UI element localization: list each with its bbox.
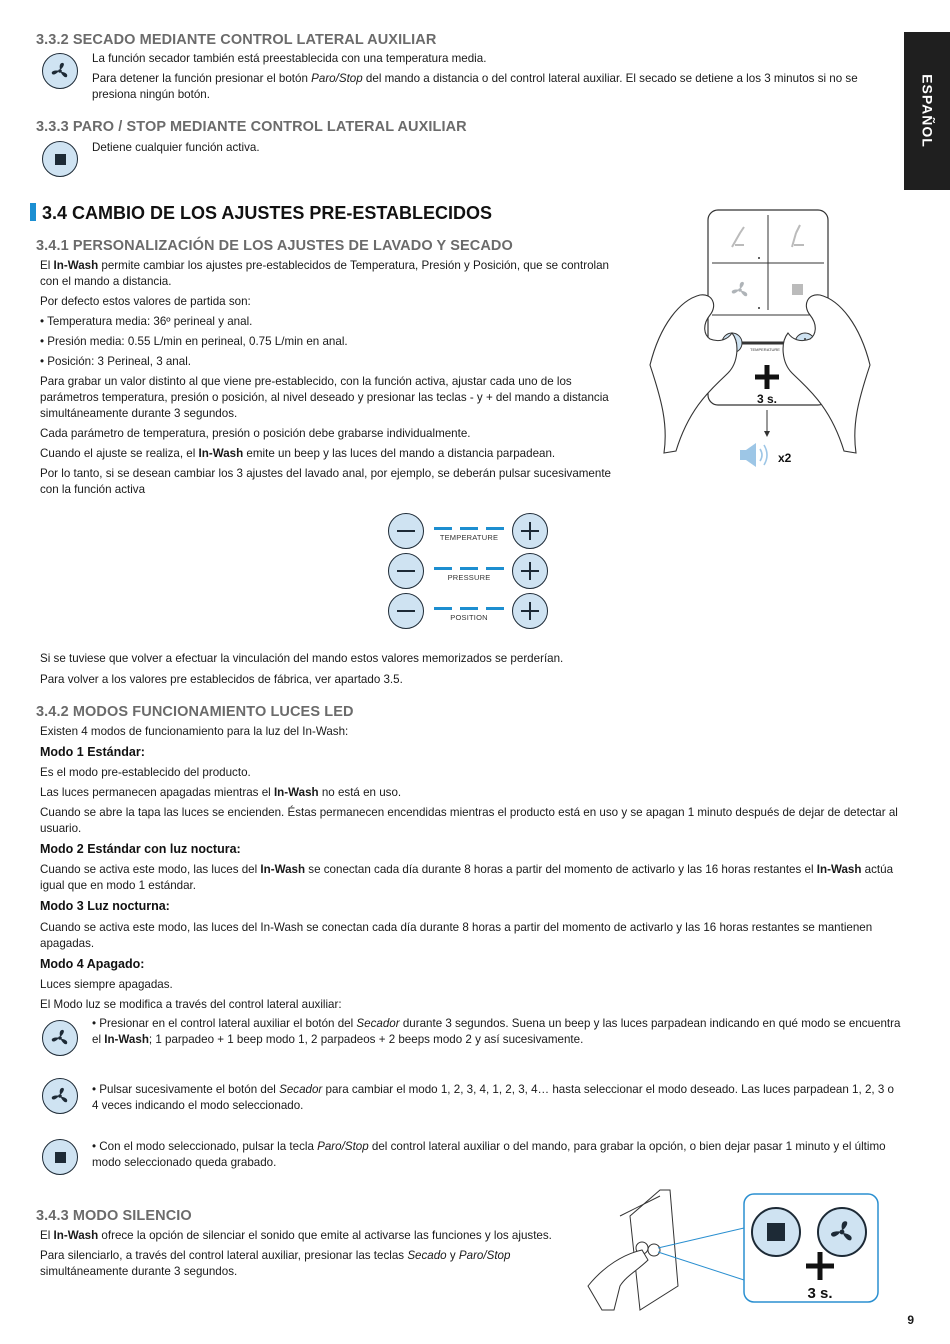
- stop-icon: [792, 284, 803, 295]
- paragraph: Es el modo pre-establecido del producto.: [40, 766, 251, 780]
- bullet: • Posición: 3 Perineal, 3 anal.: [40, 354, 192, 368]
- section-3-3-2-body: [92, 51, 902, 103]
- paragraph: Si se tuviese que volver a efectuar la vinculación del mando estos valores memorizados se perderían.: [40, 652, 564, 665]
- control-row: [386, 592, 552, 630]
- mode-1-title: Modo 1 Estándar:: [40, 744, 145, 759]
- paragraph: Cuando el ajuste se realiza, el In-Wash emite un beep y las luces del mando a distancia parpadean.: [40, 446, 556, 460]
- fan-button-icon: [42, 53, 78, 89]
- language-tab-label: ESPAÑOL: [919, 74, 936, 148]
- bullet: • Temperatura media: 36º perineal y anal.: [40, 314, 253, 328]
- section-3-4-2-title: 3.4.2 MODOS FUNCIONAMIENTO LUCES LED: [36, 704, 354, 720]
- control-label: POSITION: [450, 613, 488, 622]
- plus-button: [512, 593, 548, 629]
- plus-button: [512, 513, 548, 549]
- paragraph: Cada parámetro de temperatura, presión o posición debe grabarse individualmente.: [40, 426, 471, 440]
- section-3-4-3-body: [40, 1228, 570, 1280]
- plus-button: [512, 553, 548, 589]
- fan-button-icon: [42, 1078, 78, 1114]
- page-number: 9: [907, 1313, 914, 1327]
- section-3-4-1-footer: [40, 651, 900, 688]
- paragraph: El Modo luz se modifica a través del control lateral auxiliar:: [40, 997, 342, 1011]
- minus-button: [388, 553, 424, 589]
- paragraph: El In-Wash ofrece la opción de silenciar el sonido que emite al activarse las funciones y los ajustes.: [40, 1229, 552, 1242]
- section-3-4-2-body: [40, 724, 902, 1013]
- hold-time: 3 s.: [756, 392, 778, 406]
- language-tab: [904, 32, 950, 190]
- fan-button-icon: [42, 1020, 78, 1056]
- control-label: TEMPERATURE: [439, 533, 499, 542]
- level-dashes: [434, 607, 504, 610]
- remote-control-figure: [640, 205, 880, 475]
- section-3-4-3-title: 3.4.3 MODO SILENCIO: [36, 1208, 192, 1224]
- minus-button: [388, 513, 424, 549]
- bullet: • Presión media: 0.55 L/min en perineal, 0.75 L/min en anal.: [40, 334, 348, 348]
- paragraph: Para detener la función presionar el botón Paro/Stop del mando a distancia o del control lateral auxiliar. El secado se detiene a los 3 minutos si no se presiona ningún botón.: [92, 71, 858, 101]
- paragraph: Las luces permanecen apagadas mientras el In-Wash no está en uso.: [40, 786, 402, 800]
- paragraph: Detiene cualquier función activa.: [92, 141, 260, 154]
- paragraph: El In-Wash permite cambiar los ajustes pre-establecidos de Temperatura, Presión y Posición, que se controlan con el mando a distancia.: [40, 259, 610, 288]
- paragraph: Para volver a los valores pre establecidos de fábrica, ver apartado 3.5.: [40, 672, 403, 686]
- paragraph: Para grabar un valor distinto al que viene pre-establecido, con la función activa, ajustar cada uno de los parámetros temperatura, presión o posición, al nivel deseado y presionar las teclas - y + del mando a distancia simultáneamente durante 3 segundos.: [40, 374, 609, 420]
- mode-3-title: Modo 3 Luz nocturna:: [40, 899, 170, 914]
- step-3: • Con el modo seleccionado, pulsar la tecla Paro/Stop del control lateral auxiliar o del mando, para grabar la opción, o bien dejar pasar 1 minuto y el último modo seleccionado queda grabado.: [92, 1140, 886, 1169]
- stop-button-icon: [42, 1139, 78, 1175]
- paragraph: Luces siempre apagadas.: [40, 977, 173, 991]
- step-2: • Pulsar sucesivamente el botón del Secador para cambiar el modo 1, 2, 3, 4, 1, 2, 3, 4… hasta seleccionar el modo deseado. Las luces parpadean 1, 2, 3 o 4 veces indicando el modo seleccionado.: [92, 1083, 894, 1112]
- speaker-icon: [740, 443, 767, 467]
- section-3-4-1-body: [40, 258, 624, 498]
- paragraph: Cuando se activa este modo, las luces del In-Wash se conectan cada día durante 8 horas a partir del momento de activarlo y las 16 horas restantes se mantienen apagadas.: [40, 920, 873, 950]
- step-1: • Presionar en el control lateral auxiliar el botón del Secador durante 3 segundos. Suena un beep y las luces parpadean indicando en qué modo se encuentra el In-Wash; 1 parpadeo + 1 beep modo 1, 2 parpadeos + 2 beeps modo 2 y así sucesivamente.: [92, 1017, 901, 1046]
- paragraph: Existen 4 modos de funcionamiento para la luz del In-Wash:: [40, 725, 349, 738]
- silence-mode-figure: [580, 1186, 900, 1314]
- control-label: PRESSURE: [447, 573, 491, 582]
- section-3-3-3-title: 3.3.3 PARO / STOP MEDIANTE CONTROL LATERAL AUXILIAR: [36, 119, 467, 135]
- control-row: [386, 512, 552, 550]
- temperature-label: TEMPERATURE: [750, 347, 780, 352]
- mode-2-title: Modo 2 Estándar con luz noctura:: [40, 842, 241, 857]
- controls-figure: [386, 512, 552, 632]
- paragraph: Por defecto estos valores de partida son:: [40, 294, 251, 308]
- stop-button-icon: [42, 141, 78, 177]
- paragraph: Cuando se activa este modo, las luces del In-Wash se conectan cada día durante 8 horas a partir del momento de activarlo y las 16 horas restantes el In-Wash actúa igual que en modo 1 estándar.: [40, 863, 894, 893]
- paragraph: Cuando se abre la tapa las luces se encienden. Éstas permanecen encendidas mientras el producto está en uso y se apagan 1 minuto después de dejar de detectar al usuario.: [40, 806, 898, 836]
- control-row: [386, 552, 552, 590]
- hold-time: 3 s.: [807, 1285, 833, 1302]
- paragraph: La función secador también está preestablecida con una temperatura media.: [92, 52, 487, 65]
- section-3-3-2-title: 3.3.2 SECADO MEDIANTE CONTROL LATERAL AUXILIAR: [36, 32, 437, 48]
- mode-4-title: Modo 4 Apagado:: [40, 956, 145, 971]
- section-3-4-1-title: 3.4.1 PERSONALIZACIÓN DE LOS AJUSTES DE LAVADO Y SECADO: [36, 238, 513, 254]
- level-dashes: [434, 567, 504, 570]
- minus-button: [388, 593, 424, 629]
- beep-count: x2: [778, 451, 792, 465]
- paragraph: Por lo tanto, si se desean cambiar los 3 ajustes del lavado anal, por ejemplo, se deberán pulsar sucesivamente con la función activa: [40, 466, 611, 496]
- level-dashes: [434, 527, 504, 530]
- paragraph: Para silenciarlo, a través del control lateral auxiliar, presionar las teclas Secado y Paro/Stop simultáneamente durante 3 segundos.: [40, 1248, 511, 1278]
- section-3-4-title: 3.4 CAMBIO DE LOS AJUSTES PRE-ESTABLECIDOS: [30, 201, 492, 226]
